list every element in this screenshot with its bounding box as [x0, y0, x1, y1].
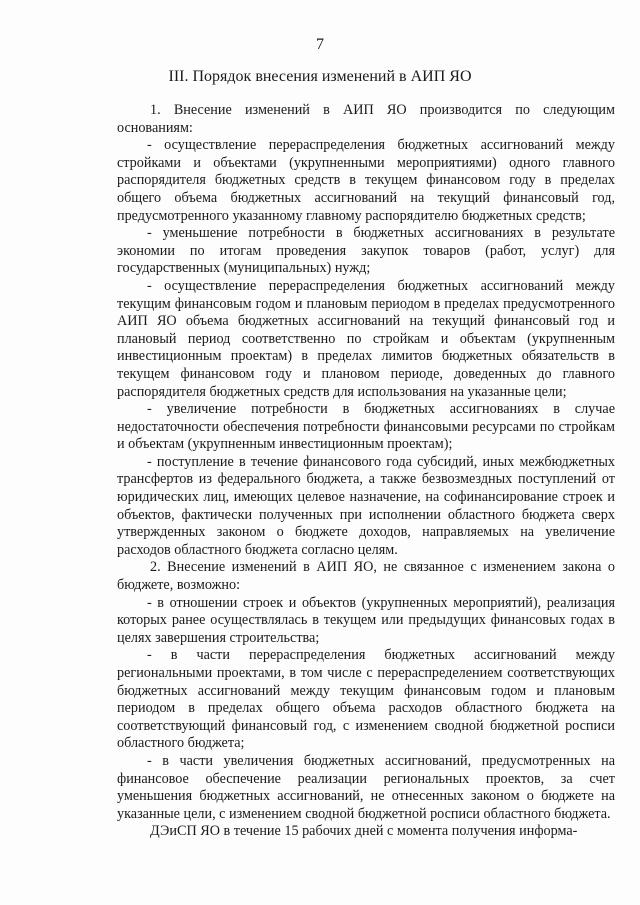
list-item: - в части увеличения бюджетных ассигнований, предусмотренных на финансовое обеспечение реализации региональных проектов, за счет уменьшения бюджетных ассигнований, не отнесенных законом о бюджете на указанные цели, с изменением сводной бюджетной росписи областного бюджета. [117, 752, 615, 822]
paragraph-clause-1: 1. Внесение изменений в АИП ЯО производится по следующим основаниям: [117, 102, 615, 136]
list-item: - осуществление перераспределения бюджетных ассигнований между текущим финансовым годом и плановым периодом в пределах предусмотренного АИП ЯО объема бюджетных ассигнований на текущий финансовый год и плановый период соответственно по стройкам и объектам (укрупненным инвестиционным проектам) в пределах лимитов бюджетных обязательств в текущем финансовом году и плановом периоде, доведенных до главного распорядителя бюджетных средств для использования на указанные цели; [117, 277, 615, 400]
list-item: - уменьшение потребности в бюджетных ассигнованиях в результате экономии по итогам проведения закупок товаров (работ, услуг) для государственных (муниципальных) нужд; [117, 225, 615, 277]
list-item: - осуществление перераспределения бюджетных ассигнований между стройками и объектами (укрупненными мероприятиями) одного главного распорядителя бюджетных средств в текущем финансовом году в пределах общего объема бюджетных ассигнований на текущий финансовый год, предусмотренного указанному главному распорядителю бюджетных средств; [117, 137, 615, 224]
page-number: 7 [316, 36, 324, 53]
list-item: - увеличение потребности в бюджетных ассигнованиях в случае недостаточности обеспечения потребности финансовыми ресурсами по стройкам и объектам (укрупненным инвестиционным проектам); [117, 401, 615, 453]
document-body [117, 102, 615, 841]
list-item: - поступление в течение финансового года субсидий, иных межбюджетных трансфертов из федерального бюджета, а также безвозмездных поступлений от юридических лиц, имеющих целевое назначение, на софинансирование строек и объектов, фактически полученных при исполнении областного бюджета сверх утвержденных законом о бюджете доходов, направляемых на увеличение расходов областного бюджета согласно целям. [117, 453, 615, 558]
paragraph-clause-2: 2. Внесение изменений в АИП ЯО, не связанное с изменением закона о бюджете, возможно: [117, 559, 615, 594]
section-title: III. Порядок внесения изменений в АИП ЯО [168, 68, 472, 85]
paragraph-final: ДЭиСП ЯО в течение 15 рабочих дней с момента получения информа- [150, 823, 578, 840]
list-item: - в части перераспределения бюджетных ассигнований между региональными проектами, в том числе с перераспределением соответствующих бюджетных ассигнований между текущим финансовым годом и плановым периодом в пределах общего объема расходов областного бюджета на соответствующий финансовый год, с изменением сводной бюджетной росписи областного бюджета; [117, 647, 615, 752]
list-item: - в отношении строек и объектов (укрупненных мероприятий), реализация которых ранее осуществлялась в текущем или предыдущих финансовых годах в целях завершения строительства; [117, 594, 615, 646]
